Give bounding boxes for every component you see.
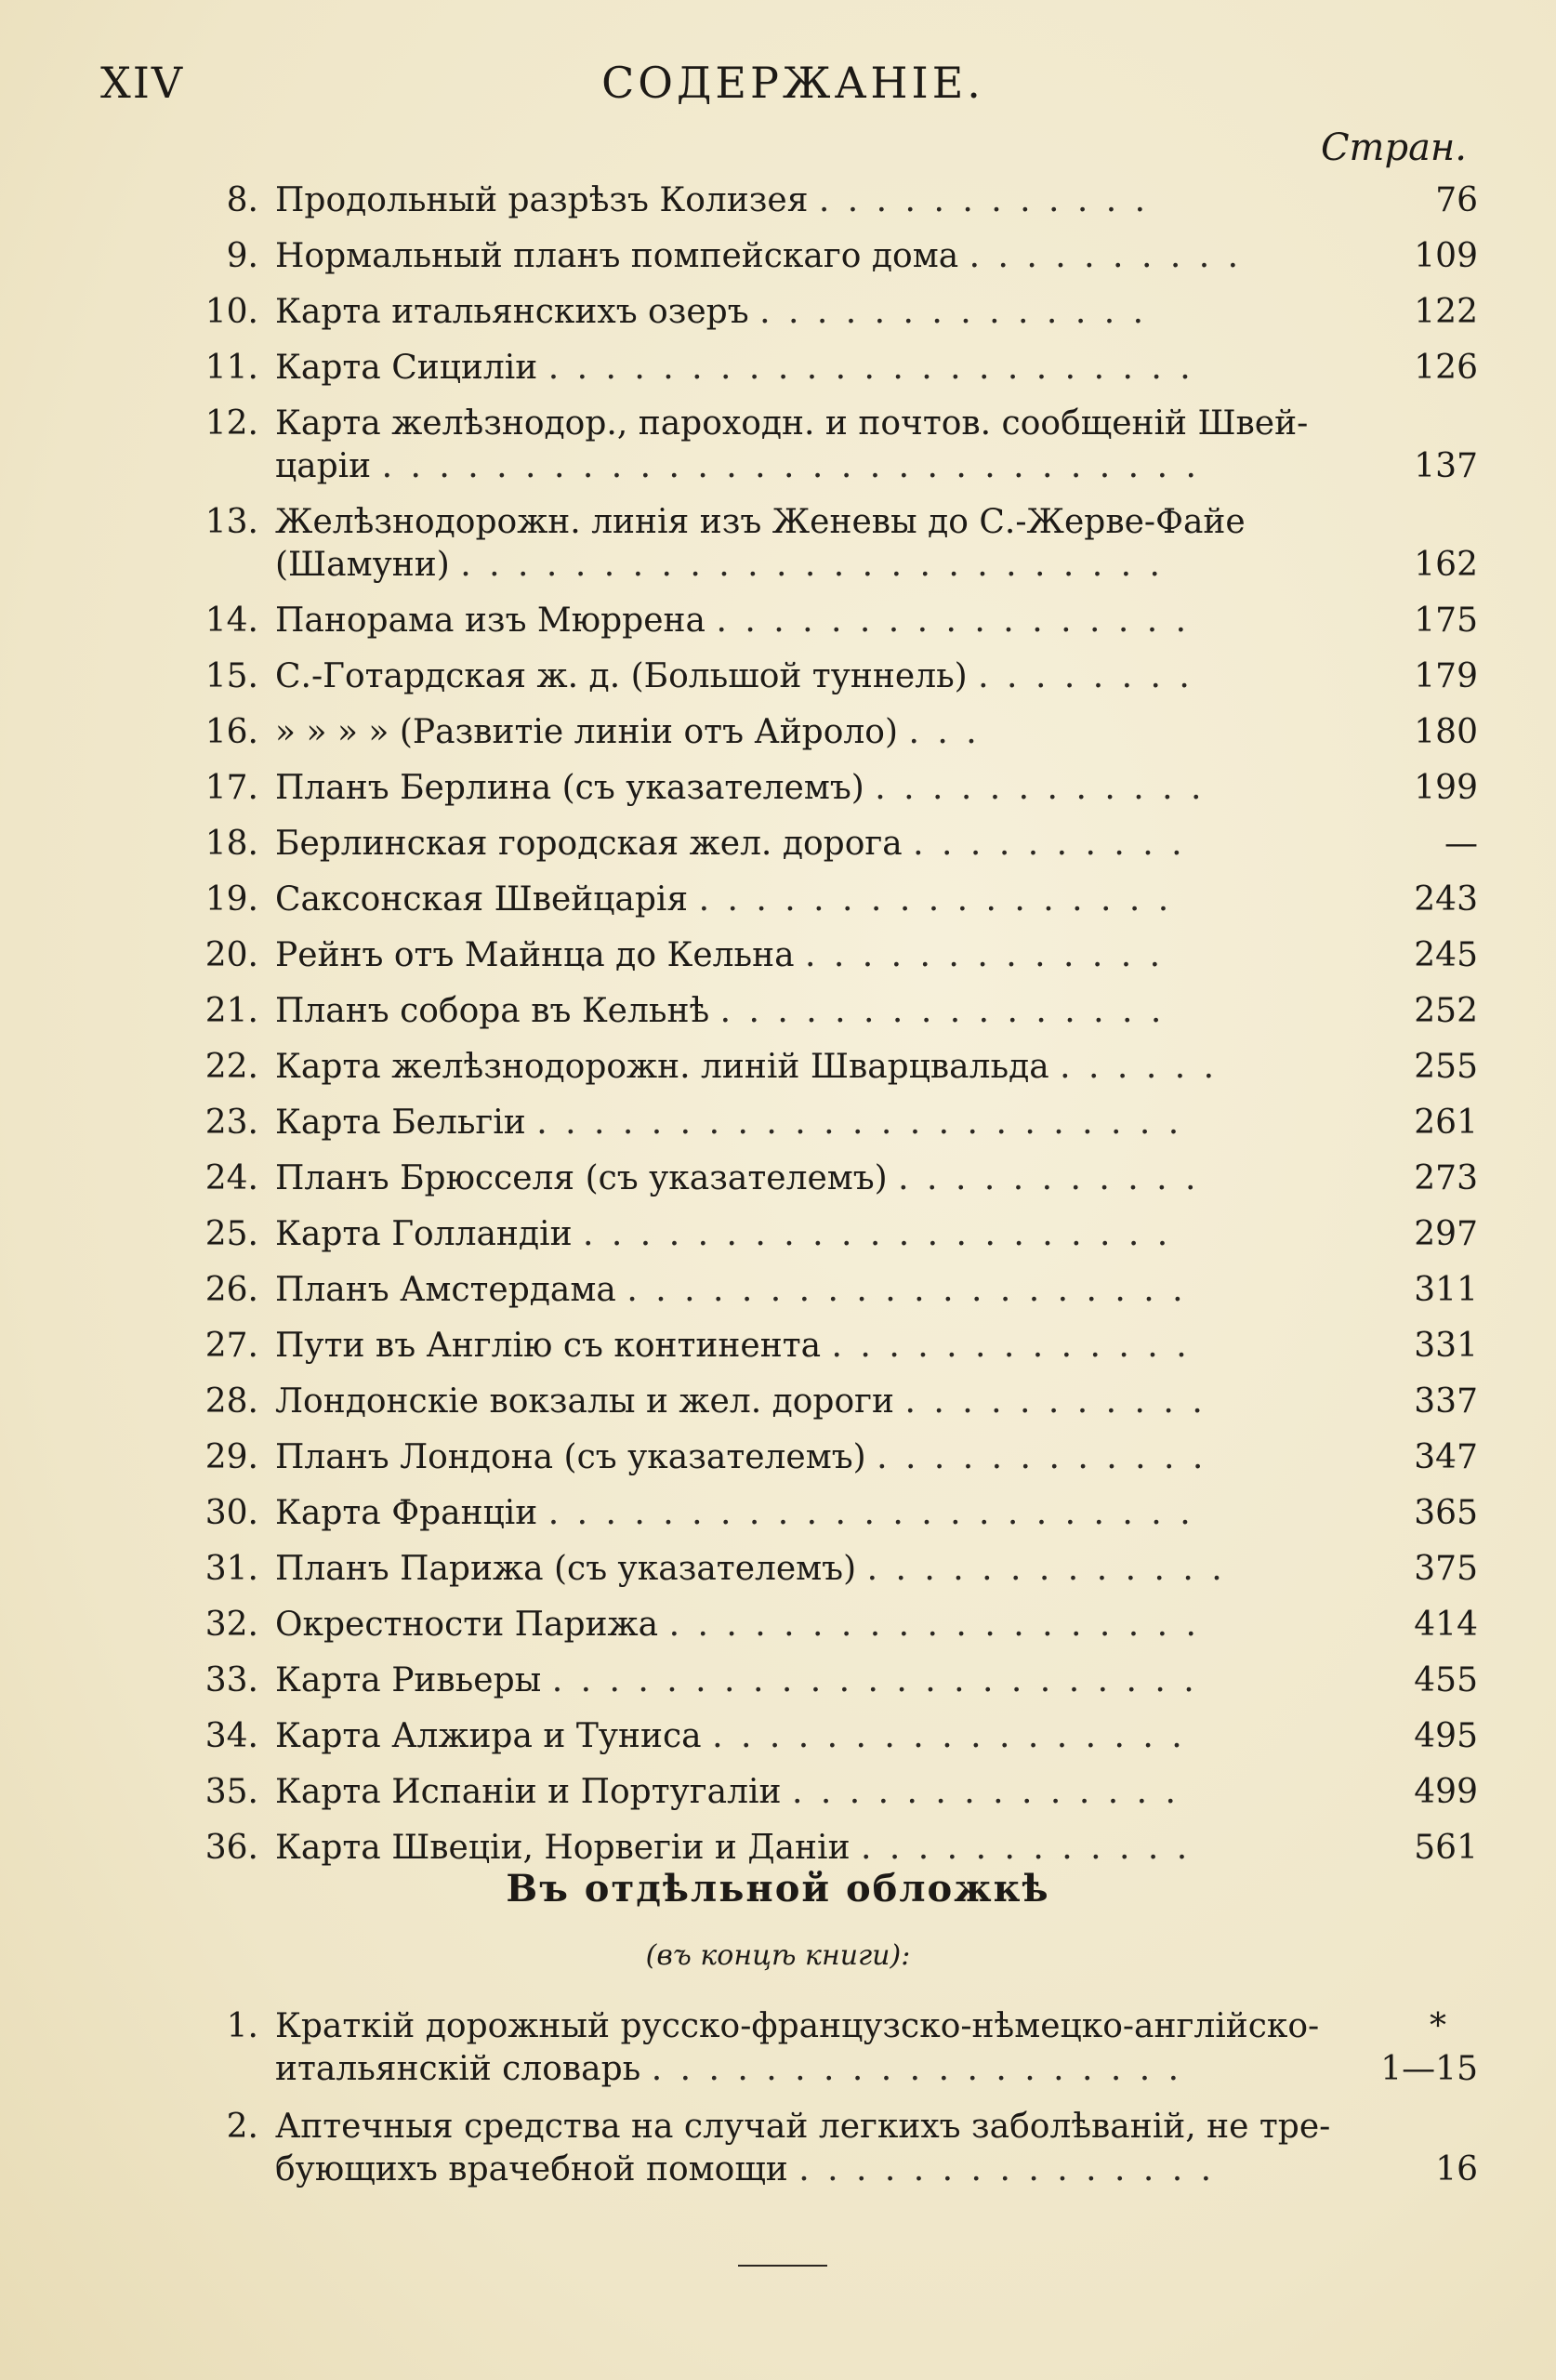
contents-entry <box>177 1486 1478 1541</box>
entry-title-text: Берлинская городская жел. дорога <box>275 825 903 863</box>
contents-entry <box>177 173 1478 229</box>
entry-page: 365 <box>1414 1494 1478 1532</box>
entry-page: — <box>1444 825 1478 863</box>
contents-entry <box>177 495 1478 593</box>
dot-leader: . . . . . . . . . . . . . . <box>759 293 1148 331</box>
contents-entry <box>177 1765 1478 1820</box>
entry-title-text: Карта Сициліи <box>275 349 538 387</box>
page-column-heading: Стран. <box>1320 126 1467 169</box>
contents-entry <box>177 1151 1478 1207</box>
entry-number: 12. <box>204 404 258 443</box>
section-title: Въ отдѣльной обложкѣ <box>506 1867 1050 1911</box>
entry-page: 455 <box>1414 1661 1478 1699</box>
entry-number: 10. <box>204 293 258 331</box>
entry-number: 27. <box>204 1327 258 1365</box>
contents-entry <box>177 705 1478 760</box>
entry-title-text: Планъ Берлина (съ указателемъ) <box>275 769 864 807</box>
entry-title-text: Планъ Брюсселя (съ указателемъ) <box>275 1159 888 1197</box>
entry-title <box>275 1541 1316 1597</box>
entry-title-line2: царіи <box>275 447 372 485</box>
asterisk-mark: * <box>1430 2007 1446 2045</box>
entry-title <box>275 1653 1316 1709</box>
entry-title <box>275 1151 1316 1207</box>
entry-title-continued <box>275 537 1164 593</box>
dot-leader: . . . . . . . . . . . . . . . . . . . . . . . <box>536 1104 1183 1142</box>
dot-leader: . . . . . . . . . . . . . . . . <box>719 992 1166 1030</box>
contents-entry <box>177 1207 1478 1263</box>
entry-title-text: Желѣзнодорожн. линія изъ Женевы до С.-Жерве-Файе <box>275 503 1246 541</box>
entry-number: 35. <box>204 1773 258 1811</box>
entry-page: 261 <box>1414 1104 1478 1142</box>
closing-rule <box>738 2265 827 2267</box>
entry-title-text: Карта Швеціи, Норвегіи и Даніи <box>275 1829 851 1867</box>
entry-page: 331 <box>1414 1327 1478 1365</box>
dot-leader: . . . . . . . . . . <box>969 237 1243 275</box>
entry-title-text: Карта Франціи <box>275 1494 538 1532</box>
entry-title <box>275 173 1316 229</box>
contents-entry <box>177 229 1478 284</box>
entry-number: 16. <box>204 713 258 751</box>
dot-leader: . . . . . . . . . . . . . . . . . <box>712 1717 1186 1755</box>
entry-number: 13. <box>204 503 258 541</box>
entry-number: 31. <box>204 1550 258 1588</box>
entry-number: 34. <box>204 1717 258 1755</box>
entry-title-text: Карта итальянскихъ озеръ <box>275 293 749 331</box>
entry-page: 126 <box>1414 349 1478 387</box>
entry-title-text: Планъ Амстердама <box>275 1271 616 1309</box>
entry-title-text: Карта Алжира и Туниса <box>275 1717 702 1755</box>
entry-page: 122 <box>1414 293 1478 331</box>
entry-number: 2. <box>226 2108 258 2146</box>
page-title: СОДЕРЖАНIЕ. <box>601 58 984 108</box>
entry-title-text: Карта желѣзнодорожн. линій Шварцвальда <box>275 1048 1049 1086</box>
contents-entry <box>177 1541 1478 1597</box>
entry-title <box>275 1765 1316 1820</box>
dot-leader: . . . . . . . . . . . . . . . . . . . <box>668 1606 1200 1644</box>
entry-title <box>275 1709 1316 1765</box>
entry-title-text: » » » » (Развитіе линіи отъ Айроло) <box>275 713 898 751</box>
entry-number: 32. <box>204 1606 258 1644</box>
entry-number: 23. <box>204 1104 258 1142</box>
entry-number: 11. <box>204 349 258 387</box>
entry-title-continued <box>275 2042 1182 2097</box>
contents-entry <box>177 396 1478 495</box>
contents-entry <box>177 928 1478 984</box>
entry-number: 22. <box>204 1048 258 1086</box>
dot-leader: . . . . . . . . . . . . . . . . . . . <box>651 2050 1183 2088</box>
entry-title <box>275 1207 1316 1263</box>
entry-number: 21. <box>204 992 258 1030</box>
dot-leader: . . . . . . <box>1060 1048 1219 1086</box>
entry-title-text: Планъ собора въ Кельнѣ <box>275 992 710 1030</box>
dot-leader: . . . . . . . . . . <box>913 825 1186 863</box>
contents-entry <box>177 649 1478 705</box>
entry-page: 273 <box>1414 1159 1478 1197</box>
dot-leader: . . . . . . . . . . . . . <box>831 1327 1191 1365</box>
entry-title <box>275 984 1316 1039</box>
dot-leader: . . . . . . . . . . . . . . <box>791 1773 1180 1811</box>
entry-title-text: Планъ Лондона (съ указателемъ) <box>275 1438 866 1476</box>
entry-number: 25. <box>204 1215 258 1253</box>
entry-number: 26. <box>204 1271 258 1309</box>
entry-number: 17. <box>204 769 258 807</box>
contents-entry <box>177 984 1478 1039</box>
entry-page: 16 <box>1435 2150 1478 2188</box>
contents-entry <box>177 1318 1478 1374</box>
entry-page: 179 <box>1414 657 1478 695</box>
entry-page: 245 <box>1414 936 1478 974</box>
entry-page: 175 <box>1414 602 1478 640</box>
dot-leader: . . . . . . . . . . . <box>898 1159 1200 1197</box>
entry-page: 1—15 <box>1380 2050 1478 2088</box>
entry-title <box>275 872 1316 928</box>
entry-page: 199 <box>1414 769 1478 807</box>
contents-entry <box>177 1039 1478 1095</box>
entry-title-text: Нормальный планъ помпейскаго дома <box>275 237 959 275</box>
entry-number: 28. <box>204 1382 258 1421</box>
contents-entry <box>177 1374 1478 1430</box>
entry-number: 29. <box>204 1438 258 1476</box>
entry-title-text: Рейнъ отъ Майнца до Кельна <box>275 936 795 974</box>
entry-page: 311 <box>1414 1271 1478 1309</box>
entry-title-text: Окрестности Парижа <box>275 1606 659 1644</box>
dot-leader: . . . . . . . . . . . <box>904 1382 1207 1421</box>
contents-entry <box>177 284 1478 340</box>
entry-title-text: Планъ Парижа (съ указателемъ) <box>275 1550 857 1588</box>
entry-title <box>275 1430 1316 1486</box>
entry-title-text: Продольный разрѣзъ Колизея <box>275 181 809 219</box>
page-header <box>100 58 1485 123</box>
entry-title-continued <box>275 439 1200 495</box>
entry-title-text: Краткій дорожный русско-французско-нѣмецко-англійско- <box>275 2007 1320 2045</box>
dot-leader: . . . . . . . . <box>978 657 1193 695</box>
entry-title <box>275 229 1316 284</box>
dot-leader: . . . . . . . . . . . . <box>818 181 1150 219</box>
contents-entry <box>177 340 1478 396</box>
entry-number: 30. <box>204 1494 258 1532</box>
entry-page: 561 <box>1414 1829 1478 1867</box>
entry-title <box>275 705 1316 760</box>
dot-leader: . . . . . . . . . . . . . . . . . <box>698 880 1173 919</box>
entry-title-text: Карта желѣзнодор., пароходн. и почтов. сообщеній Швей- <box>275 404 1309 443</box>
entry-title-line2: бующихъ врачебной помощи <box>275 2150 788 2188</box>
entry-title <box>275 649 1316 705</box>
dot-leader: . . . . . . . . . . . . <box>877 1438 1207 1476</box>
entry-title-text: Панорама изъ Мюррена <box>275 602 705 640</box>
entry-page: 180 <box>1414 713 1478 751</box>
dot-leader: . . . . . . . . . . . . . . . . . . . . . . . <box>551 1661 1198 1699</box>
entry-title <box>275 1597 1316 1653</box>
entry-number: 24. <box>204 1159 258 1197</box>
entry-number: 36. <box>204 1829 258 1867</box>
entry-title <box>275 1263 1316 1318</box>
contents-entry <box>177 816 1478 872</box>
entry-page: 499 <box>1414 1773 1478 1811</box>
entry-title <box>275 1318 1316 1374</box>
entry-page: 109 <box>1414 237 1478 275</box>
entry-title-text: Карта Испаніи и Португаліи <box>275 1773 782 1811</box>
contents-entry <box>177 1430 1478 1486</box>
entry-page: 255 <box>1414 1048 1478 1086</box>
entry-page: 375 <box>1414 1550 1478 1588</box>
entry-title <box>275 1039 1316 1095</box>
dot-leader: . . . . . . . . . . . . . <box>805 936 1165 974</box>
entry-title <box>275 760 1316 816</box>
dot-leader: . . . . . . . . . . . . . . . . . . . . . . . . . <box>460 546 1164 584</box>
entry-title-text: С.-Готардская ж. д. (Большой туннель) <box>275 657 968 695</box>
appendix-list <box>177 1999 1478 2200</box>
entry-title <box>275 1374 1316 1430</box>
entry-page: 252 <box>1414 992 1478 1030</box>
entry-title <box>275 1095 1316 1151</box>
entry-title-text: Карта Ривьеры <box>275 1661 542 1699</box>
entry-title-text: Карта Голландіи <box>275 1215 573 1253</box>
page-number: XIV <box>100 58 185 108</box>
contents-entry <box>177 593 1478 649</box>
entry-number: 20. <box>204 936 258 974</box>
contents-entry <box>177 1653 1478 1709</box>
dot-leader: . . . . . . . . . . . . . . . . . . . . . . . <box>547 1494 1194 1532</box>
contents-entry <box>177 1597 1478 1653</box>
appendix-entry <box>177 1999 1478 2099</box>
entry-title <box>275 340 1316 396</box>
appendix-entry <box>177 2099 1478 2200</box>
entry-title-text: Карта Бельгіи <box>275 1104 526 1142</box>
entry-title <box>275 1486 1316 1541</box>
entry-number: 14. <box>204 602 258 640</box>
section-subtitle: (въ концѣ книги): <box>645 1939 911 1972</box>
entry-page: 414 <box>1414 1606 1478 1644</box>
entry-title <box>275 928 1316 984</box>
entry-title <box>275 284 1316 340</box>
dot-leader: . . . . . . . . . . . . . . . . . . . . . . . . . . . . . <box>381 447 1200 485</box>
entry-title-text: Аптечныя средства на случай легкихъ заболѣваній, не тре- <box>275 2108 1331 2146</box>
entry-page: 297 <box>1414 1215 1478 1253</box>
dot-leader: . . . . . . . . . . . . . . . . . . . . . <box>583 1215 1172 1253</box>
dot-leader: . . . . . . . . . . . . . . . . . <box>716 602 1191 640</box>
entry-page: 162 <box>1414 546 1478 584</box>
entry-title-line2: итальянскій словарь <box>275 2050 641 2088</box>
entry-page: 495 <box>1414 1717 1478 1755</box>
entry-number: 18. <box>204 825 258 863</box>
contents-entry <box>177 760 1478 816</box>
entry-number: 9. <box>226 237 258 275</box>
contents-list <box>177 173 1478 1876</box>
entry-title-line2: (Шамуни) <box>275 546 450 584</box>
dot-leader: . . . . . . . . . . . . . . . <box>798 2150 1216 2188</box>
entry-title-text: Лондонскіе вокзалы и жел. дороги <box>275 1382 894 1421</box>
entry-title-continued <box>275 2142 1215 2198</box>
entry-title <box>275 816 1316 872</box>
contents-entry <box>177 1709 1478 1765</box>
dot-leader: . . . . . . . . . . . . . <box>866 1550 1226 1588</box>
entry-number: 8. <box>226 181 258 219</box>
dot-leader: . . . . . . . . . . . . <box>861 1829 1192 1867</box>
entry-title-text: Пути въ Англію съ континента <box>275 1327 822 1365</box>
entry-number: 33. <box>204 1661 258 1699</box>
entry-number: 19. <box>204 880 258 919</box>
contents-entry <box>177 872 1478 928</box>
entry-page: 337 <box>1414 1382 1478 1421</box>
entry-page: 76 <box>1435 181 1478 219</box>
entry-number: 1. <box>226 2007 258 2045</box>
entry-page: 347 <box>1414 1438 1478 1476</box>
dot-leader: . . . . . . . . . . . . <box>875 769 1206 807</box>
entry-title <box>275 593 1316 649</box>
contents-entry <box>177 1095 1478 1151</box>
dot-leader: . . . . . . . . . . . . . . . . . . . . . . . <box>547 349 1194 387</box>
entry-page: 137 <box>1414 447 1478 485</box>
dot-leader: . . . . . . . . . . . . . . . . . . . . <box>626 1271 1187 1309</box>
entry-number: 15. <box>204 657 258 695</box>
contents-entry <box>177 1263 1478 1318</box>
dot-leader: . . . <box>908 713 981 751</box>
entry-page: 243 <box>1414 880 1478 919</box>
entry-title-text: Саксонская Швейцарія <box>275 880 689 919</box>
